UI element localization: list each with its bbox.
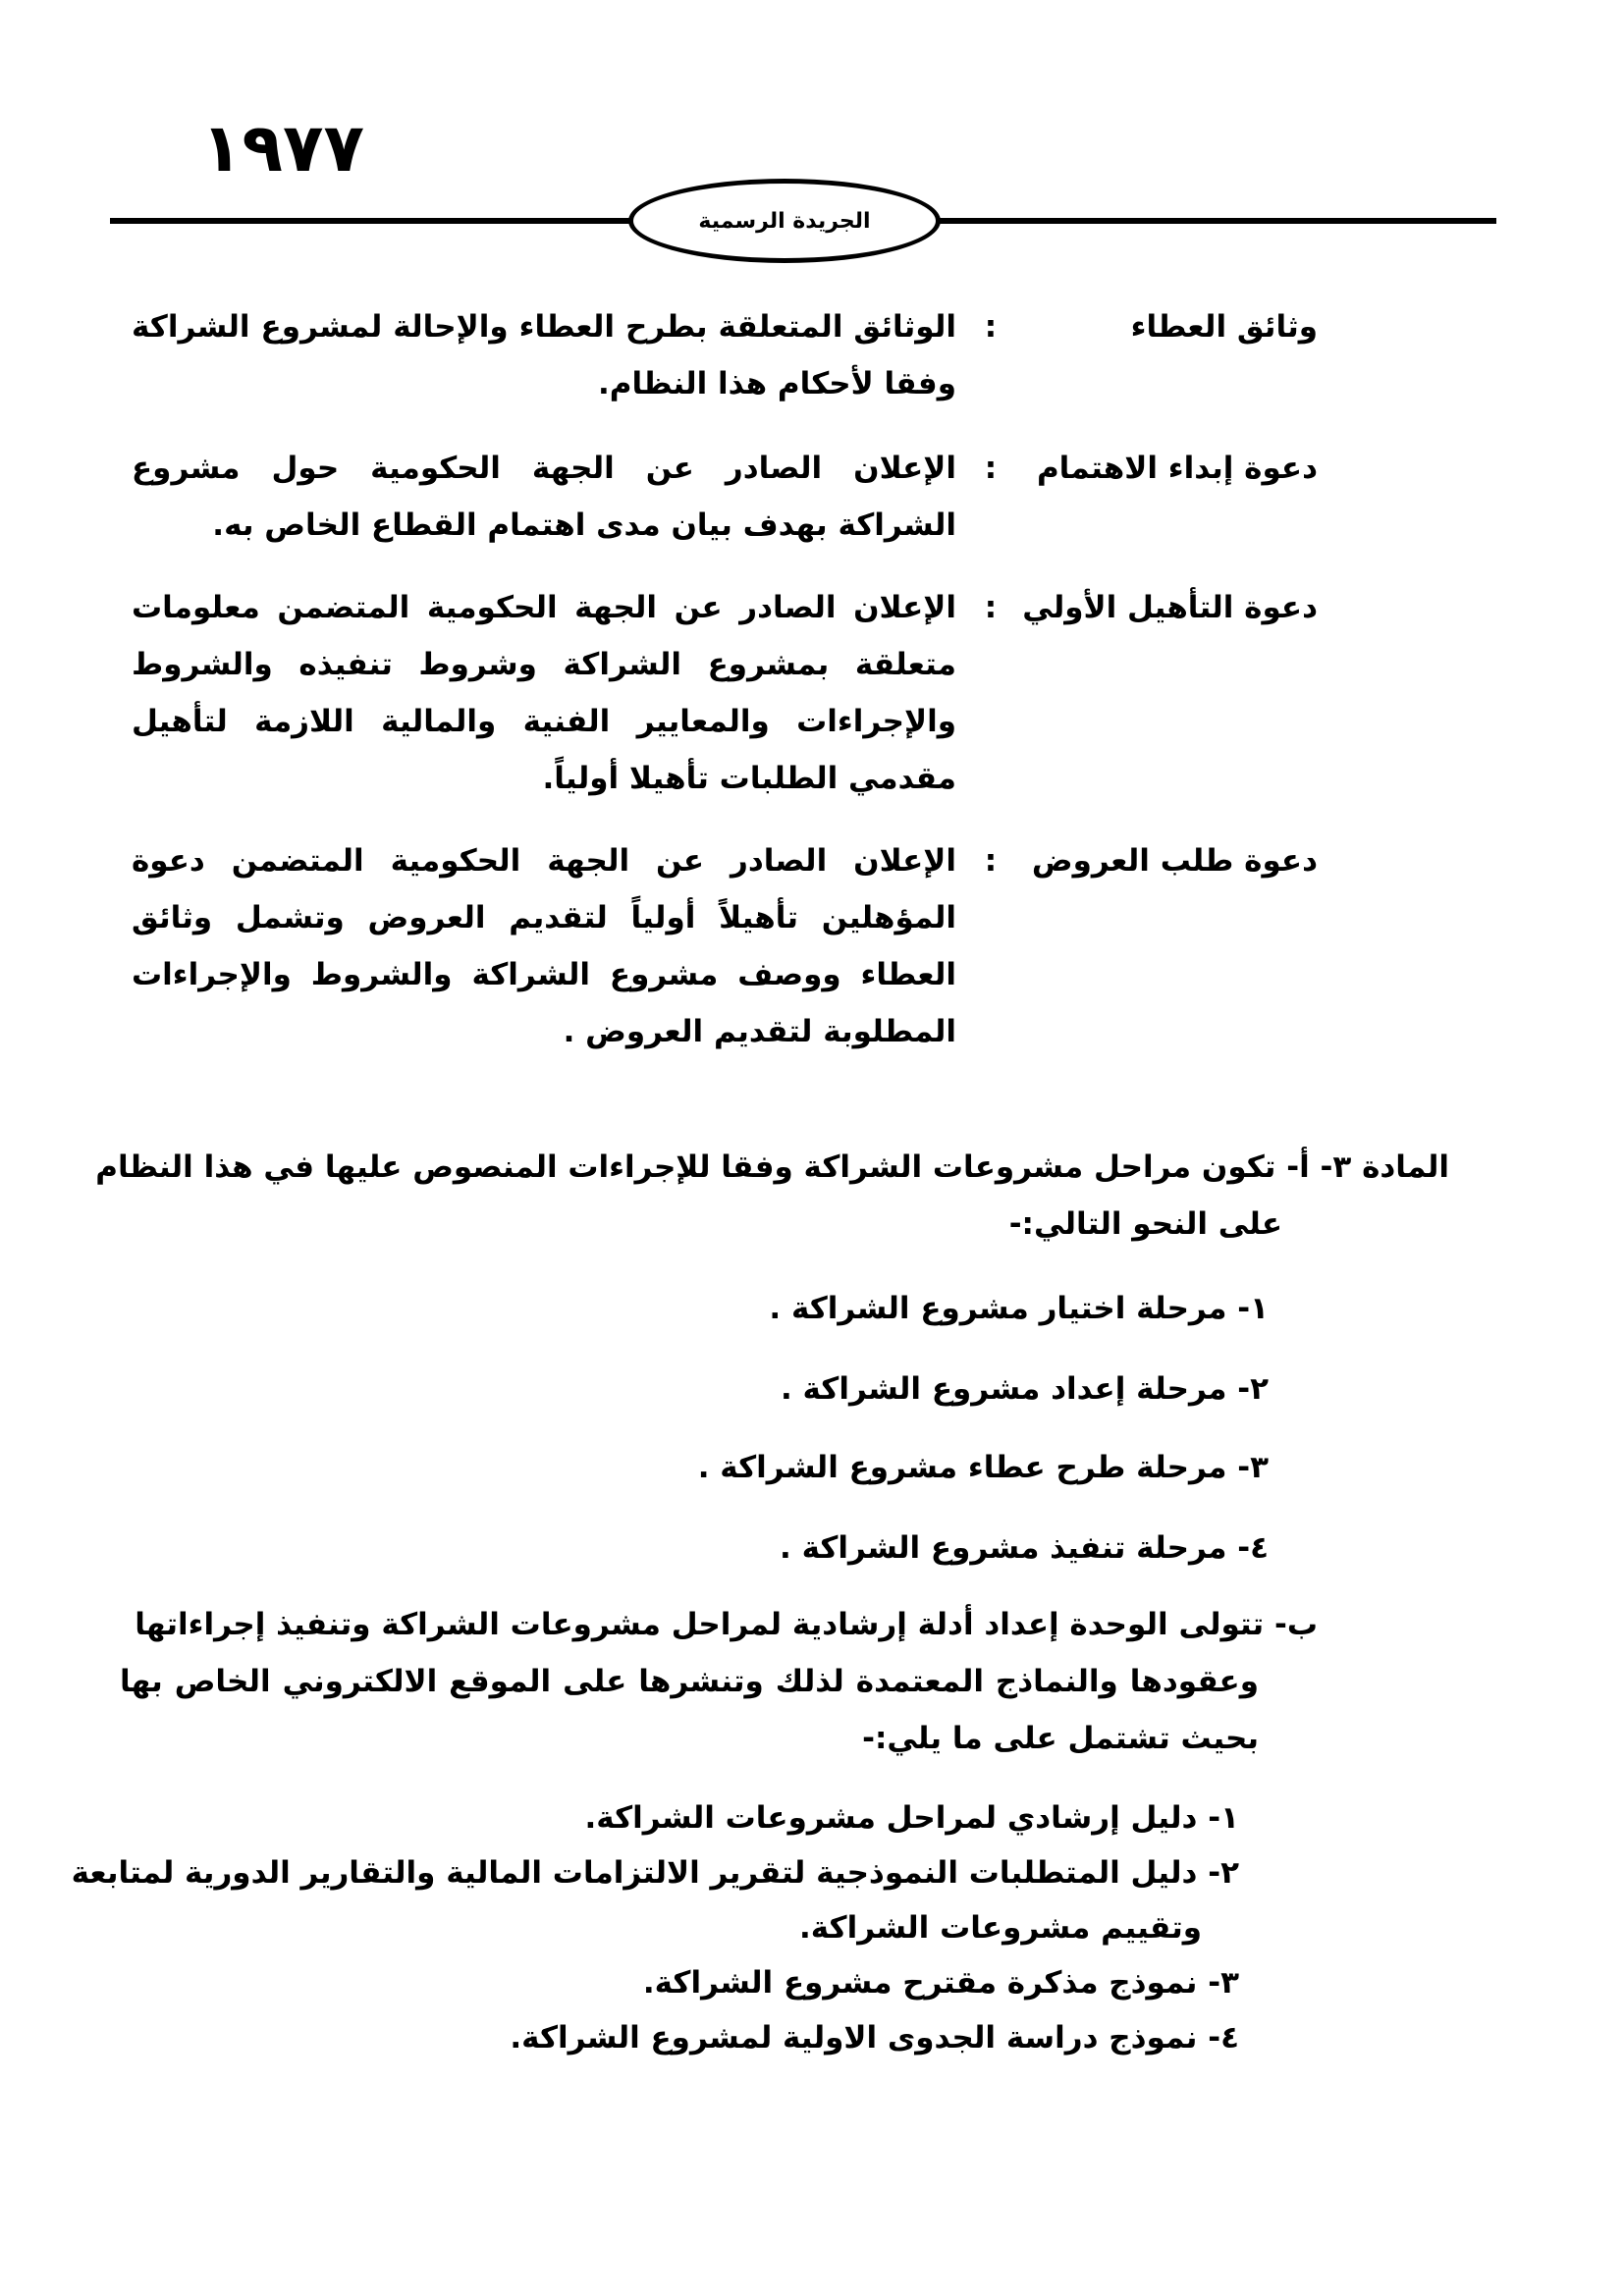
paragraph-b-body: وعقودها والنماذج المعتمدة لذلك وتنشرها على الموقع الالكتروني الخاص بها بحيث تشتمل على ما يلي:- bbox=[120, 1664, 1259, 1756]
definition-term: وثائق العطاء bbox=[1130, 309, 1318, 345]
definition-request-for-proposals bbox=[120, 832, 1318, 1068]
definition-prequalification bbox=[120, 579, 1318, 815]
definition-tender-documents bbox=[120, 298, 1318, 416]
definition-description: الإعلان الصادر عن الجهة الحكومية المتضمن دعوة المؤهلين تأهيلاً أولياً لتقديم العروض وتشمل وثائق العطاء ووصف مشروع الشراكة والشروط والإجراءات المطلوبة لتقديم العروض . bbox=[132, 843, 956, 1049]
guide-item: ٣- نموذج مذكرة مقترح مشروع الشراكة. bbox=[642, 1965, 1239, 2001]
paragraph-b-first-line: ب- تتولى الوحدة إعداد أدلة إرشادية لمراحل مشروعات الشراكة وتنفيذ إجراءاتها bbox=[135, 1607, 1318, 1642]
definition-description: الإعلان الصادر عن الجهة الحكومية المتضمن معلومات متعلقة بمشروع الشراكة وشروط تنفيذه والشروط والإجراءات والمعايير الفنية والمالية اللازمة لتأهيل مقدمي الطلبات تأهيلا أولياً. bbox=[132, 590, 956, 796]
definition-colon: : bbox=[984, 309, 998, 345]
definition-term: دعوة إبداء الاهتمام bbox=[1036, 451, 1318, 486]
article-3-heading-line1: المادة ٣- أ- تكون مراحل مشروعات الشراكة وفقا للإجراءات المنصوص عليها في هذا النظام bbox=[95, 1149, 1449, 1185]
gazette-title: الجريدة الرسمية bbox=[698, 208, 871, 234]
stage-item: ٣- مرحلة طرح عطاء مشروع الشراكة . bbox=[697, 1450, 1269, 1485]
definition-description: الوثائق المتعلقة بطرح العطاء والإحالة لمشروع الشراكة وفقا لأحكام هذا النظام. bbox=[132, 309, 956, 401]
guide-item: ٤- نموذج دراسة الجدوى الاولية لمشروع الشراكة. bbox=[510, 2020, 1239, 2056]
guide-item-continuation: وتقييم مشروعات الشراكة. bbox=[798, 1910, 1202, 1946]
article-3-heading-line2: على النحو التالي:- bbox=[1008, 1206, 1282, 1242]
stage-item: ٤- مرحلة تنفيذ مشروع الشراكة . bbox=[780, 1530, 1269, 1566]
definition-expression-of-interest bbox=[120, 440, 1318, 558]
guide-item: ٢- دليل المتطلبات النموذجية لتقرير الالتزامات المالية والتقارير الدورية لمتابعة bbox=[71, 1855, 1239, 1891]
stage-item: ٢- مرحلة إعداد مشروع الشراكة . bbox=[780, 1371, 1269, 1407]
definition-colon: : bbox=[984, 451, 998, 486]
page-number: ١٩٧٧ bbox=[201, 110, 365, 187]
definition-colon: : bbox=[984, 843, 998, 879]
article-3-heading bbox=[95, 1139, 1449, 1253]
definition-term: دعوة التأهيل الأولي bbox=[1022, 590, 1318, 625]
definition-colon: : bbox=[984, 590, 998, 625]
stage-item: ١- مرحلة اختيار مشروع الشراكة . bbox=[769, 1291, 1269, 1326]
definition-description: الإعلان الصادر عن الجهة الحكومية حول مشروع الشراكة بهدف بيان مدى اهتمام القطاع الخاص به. bbox=[132, 451, 956, 543]
definition-term: دعوة طلب العروض bbox=[1031, 843, 1318, 879]
gazette-title-oval bbox=[628, 179, 941, 263]
guide-item: ١- دليل إرشادي لمراحل مشروعات الشراكة. bbox=[584, 1800, 1239, 1836]
